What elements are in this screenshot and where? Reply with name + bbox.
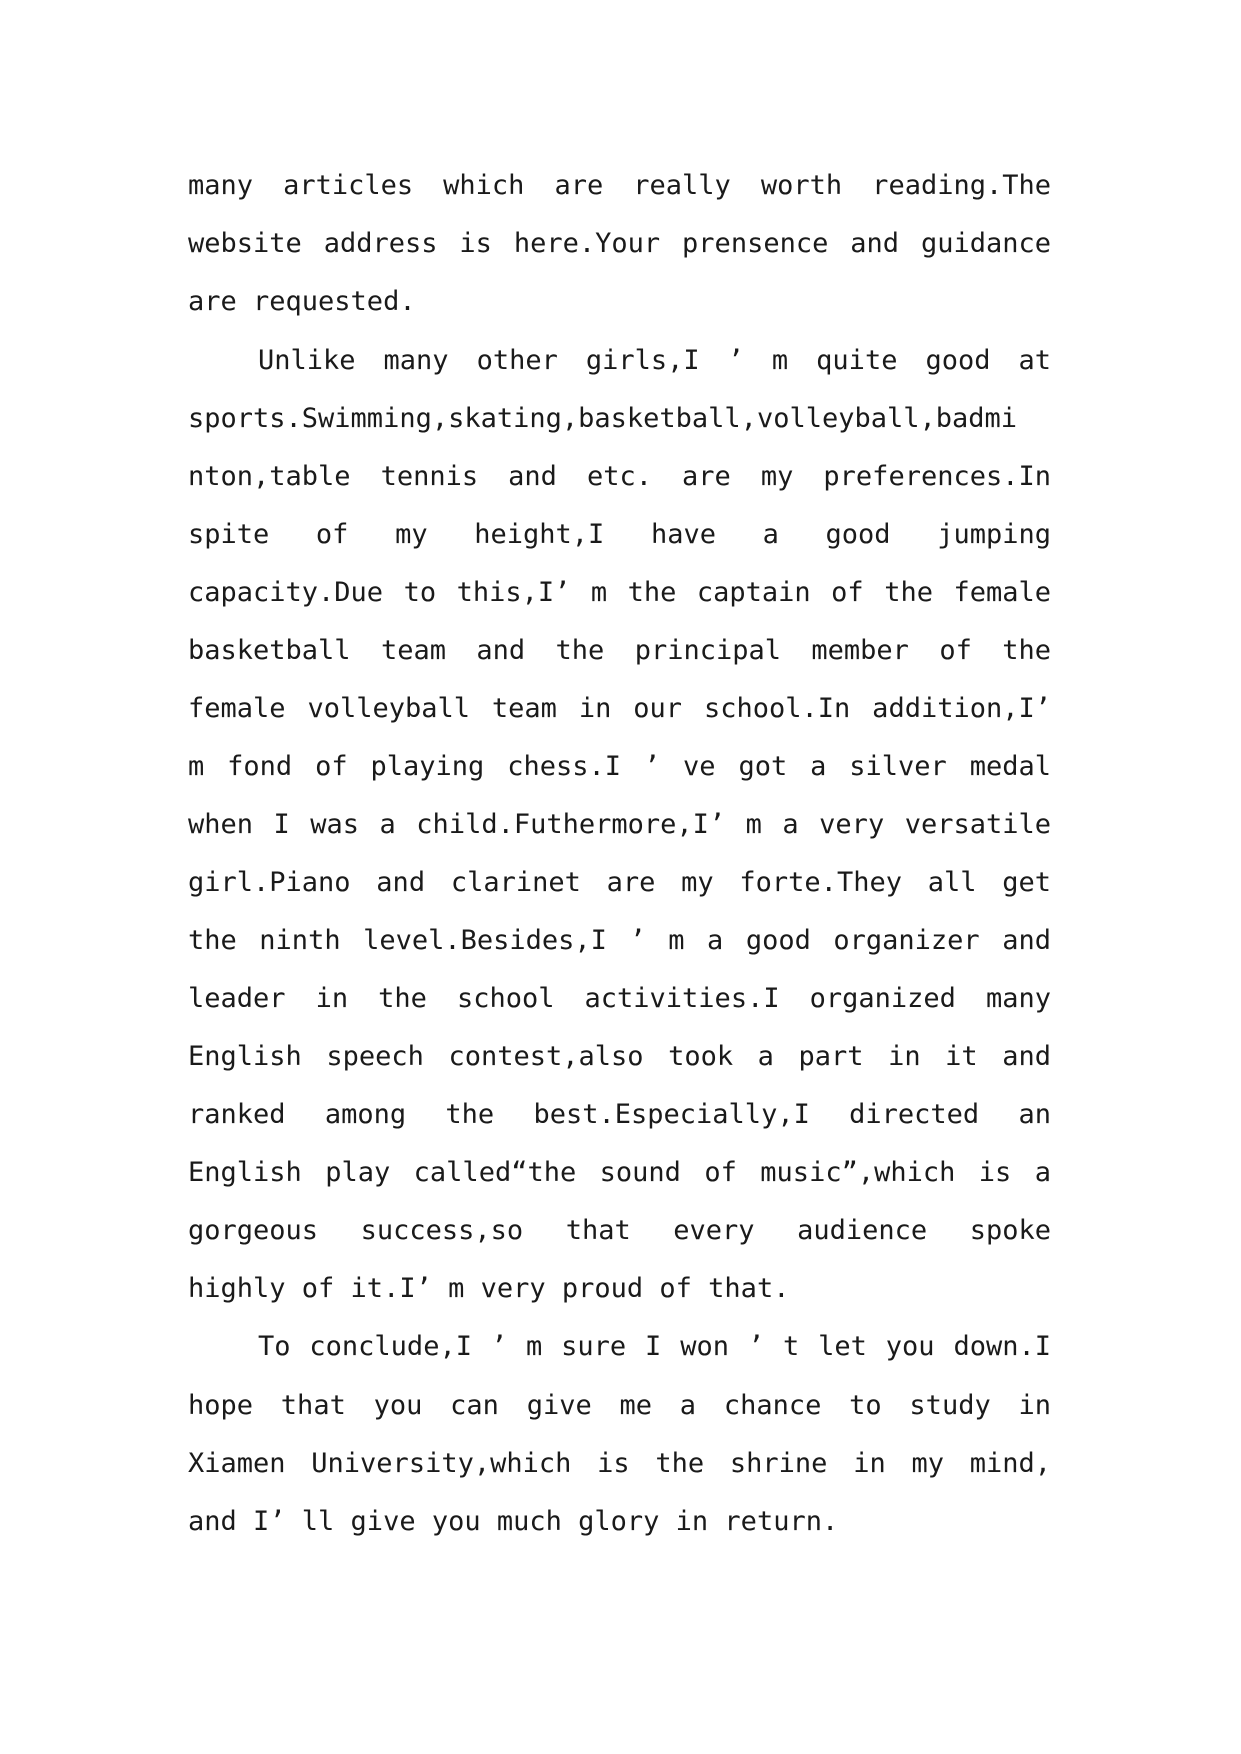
text-line: nton,table tennis and etc. are my preferences.In <box>188 461 1051 492</box>
text-line: female volleyball team in our school.In addition,I’ <box>188 693 1051 724</box>
text-line: highly of it.I’ m very proud of that. <box>188 1273 790 1304</box>
text-line: m fond of playing chess.I ’ ve got a silver medal <box>188 751 1051 782</box>
text-line: English play called“the sound of music”,which is a <box>188 1157 1051 1188</box>
text-line: are requested. <box>188 286 416 317</box>
text-line: the ninth level.Besides,I ’ m a good organizer and <box>188 925 1051 956</box>
text-line: spite of my height,I have a good jumping <box>188 519 1051 550</box>
text-line: hope that you can give me a chance to study in <box>188 1390 1051 1421</box>
text-line: many articles which are really worth reading.The <box>188 170 1051 201</box>
text-line: and I’ ll give you much glory in return. <box>188 1506 839 1537</box>
text-line: when I was a child.Futhermore,I’ m a very versatile <box>188 809 1051 840</box>
text-line: girl.Piano and clarinet are my forte.They all get <box>188 867 1051 898</box>
text-line: sports.Swimming,skating,basketball,volleyball,badmi <box>188 403 1018 434</box>
text-line: To conclude,I ’ m sure I won ’ t let you down.I <box>258 1331 1051 1362</box>
text-line: English speech contest,also took a part in it and <box>188 1041 1051 1072</box>
text-line: leader in the school activities.I organized many <box>188 983 1051 1014</box>
text-line: basketball team and the principal member of the <box>188 635 1051 666</box>
text-line: capacity.Due to this,I’ m the captain of the female <box>188 577 1051 608</box>
text-line: website address is here.Your prensence and guidance <box>188 228 1051 259</box>
text-line: Unlike many other girls,I ’ m quite good at <box>258 345 1051 376</box>
text-line: gorgeous success,so that every audience spoke <box>188 1215 1051 1246</box>
text-line: ranked among the best.Especially,I directed an <box>188 1099 1051 1130</box>
text-line: Xiamen University,which is the shrine in my mind, <box>188 1448 1051 1479</box>
